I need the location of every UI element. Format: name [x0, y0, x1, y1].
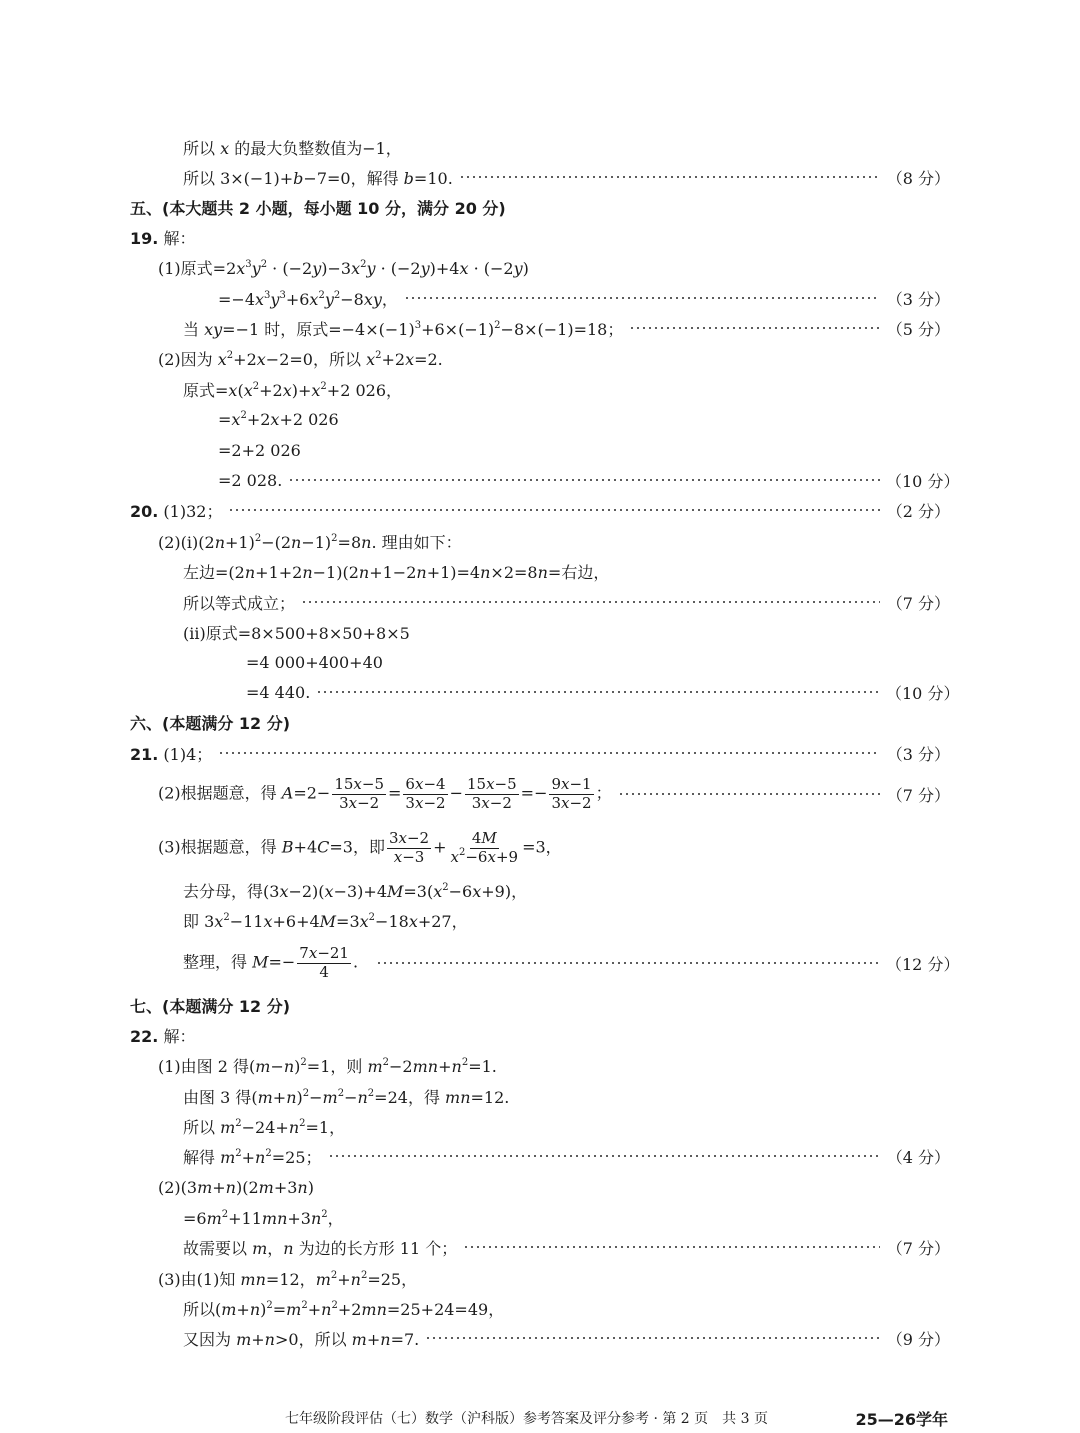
score: （2 分） — [886, 501, 950, 521]
leader-dots — [629, 326, 880, 330]
score: （7 分） — [886, 785, 950, 805]
fraction: $\frac{6x-4}{3x-2}$ — [405, 775, 446, 812]
line-19-2: $=-4x^3y^3+6x^2y^2-8xy$， （3 分） — [218, 283, 950, 313]
line-19-4: (2)因为 $x^2+2x-2=0$，所以 $x^2+2x=2$. — [158, 349, 443, 369]
line-22-10: 又因为 m+n>0，所以 m+n=7. （9 分） — [183, 1323, 950, 1353]
line-19-3: 当 xy=−1 时，原式$=-4\times(-1)^3+6\times(-1)^2-8\times(-1)=18$； （5 分） — [183, 313, 950, 343]
score: （7 分） — [886, 593, 950, 613]
line-20-7: =4 440. （10 分） — [246, 682, 960, 703]
solution-label: 解： — [163, 228, 196, 248]
question-22-head — [130, 1020, 950, 1050]
fraction: $\frac{15x-5}{3x-2}$ — [334, 775, 385, 812]
line-20-2: $(2)(i)(2n+1)^2-(2n-1)^2=8n$. 理由如下： — [158, 532, 462, 552]
line-19-6: $=x^2+2x+2$ 026 — [218, 409, 339, 429]
line-21-3: (3)根据题意，得 B+4C=3，即 $\frac{3x-2}{x-3}$ + $\frac{4M}{x^2-6x+9}$ =3， — [158, 829, 562, 866]
line-q18-a: 所以 x 的最大负整数值为−1， — [183, 138, 402, 158]
line-20-4: 所以等式成立； （7 分） — [183, 587, 950, 617]
line-21-5: 即 $3x^2-11x+6+4M=3x^2-18x+27$， — [183, 911, 468, 931]
leader-dots — [618, 792, 880, 796]
leader-dots — [404, 296, 880, 300]
line-21-6: 整理，得 M=− $\frac{7x-21}{4}$ . （12 分） — [183, 944, 960, 981]
leader-dots — [316, 690, 880, 694]
question-number: 19. — [130, 228, 159, 248]
leader-dots — [425, 1336, 880, 1340]
question-19-head — [130, 222, 950, 252]
line-21-1: 21. (1)4； （3 分） — [130, 738, 950, 768]
line-22-3: 所以 $m^2-24+n^2=1$， — [183, 1117, 346, 1137]
leader-dots — [288, 478, 880, 482]
question-number: 21. — [130, 744, 159, 764]
leader-dots — [376, 961, 880, 965]
line-22-6: $=6m^2+11mn+3n^2$， — [183, 1208, 344, 1228]
school-year: 25—26学年 — [855, 1409, 948, 1429]
leader-dots — [218, 751, 880, 755]
fraction: $\frac{4M}{x^2-6x+9}$ — [450, 829, 519, 866]
line-22-7: 故需要以 m，n 为边的长方形 11 个； （7 分） — [183, 1232, 950, 1262]
line-22-1: (1)由图 2 得$(m-n)^2=1$，则 $m^2-2mn+n^2=1$. — [158, 1056, 497, 1076]
leader-dots — [301, 600, 880, 604]
fraction: $\frac{15x-5}{3x-2}$ — [466, 775, 517, 812]
line-19-1: (1)原式$=2x^3y^2 \cdot (-2y)-3x^2y \cdot (-2y)+4x \cdot (-2y)$ — [158, 258, 529, 278]
line-22-5: (2)(3m+n)(2m+3n) — [158, 1177, 314, 1197]
line-22-2: 由图 3 得$(m+n)^2-m^2-n^2=24$，得 mn=12. — [183, 1087, 510, 1107]
line-21-2: (2)根据题意，得 A=2− $\frac{15x-5}{3x-2}$ = $\frac{6x-4}{3x-2}$ − $\frac{15x-5}{3x-2}$ =− $\frac{9x-1}{3x-2}$ ； （7 分） — [158, 775, 950, 812]
score: （4 分） — [886, 1147, 950, 1167]
line-19-5: 原式$=x(x^2+2x)+x^2+2$ 026， — [183, 380, 403, 400]
leader-dots — [459, 175, 880, 179]
section-7-heading: 七、(本题满分 12 分) — [130, 996, 291, 1016]
line-20-5: (ii)原式=8×500+8×50+8×5 — [183, 623, 410, 643]
leader-dots — [228, 508, 880, 512]
leader-dots — [463, 1245, 880, 1249]
fraction: $\frac{7x-21}{4}$ — [299, 944, 349, 981]
score: （10 分） — [886, 683, 960, 703]
line-22-9: 所以$(m+n)^2=m^2+n^2+2mn=25+24=49$， — [183, 1299, 505, 1319]
line-q18-b: 所以 3×(−1)+b−7=0，解得 b=10. （8 分） — [183, 162, 950, 192]
score: （5 分） — [886, 319, 950, 339]
line-20-3: 左边=(2n+1+2n−1)(2n+1−2n+1)=4n×2=8n=右边， — [183, 562, 610, 582]
score: （9 分） — [886, 1329, 950, 1349]
score: （3 分） — [886, 744, 950, 764]
score: （7 分） — [886, 1238, 950, 1258]
line-20-1: 20. (1)32； （2 分） — [130, 495, 950, 525]
fraction: $\frac{9x-1}{3x-2}$ — [551, 775, 592, 812]
fraction: $\frac{3x-2}{x-3}$ — [388, 829, 430, 866]
question-number: 22. — [130, 1026, 159, 1046]
section-6-heading: 六、(本题满分 12 分) — [130, 713, 291, 733]
line-19-7: =2+2 026 — [218, 440, 301, 460]
page-footer — [0, 1406, 1080, 1430]
score: （10 分） — [886, 471, 960, 491]
line-19-8: =2 028. （10 分） — [218, 470, 960, 491]
leader-dots — [328, 1154, 880, 1158]
score: （3 分） — [886, 289, 950, 309]
score: （8 分） — [886, 168, 950, 188]
line-20-6: =4 000+400+40 — [246, 652, 383, 672]
section-5-heading: 五、(本大题共 2 小题，每小题 10 分，满分 20 分) — [130, 198, 506, 218]
score: （12 分） — [886, 954, 960, 974]
line-22-8: (3)由(1)知 mn=12，$m^2+n^2=25$， — [158, 1269, 418, 1289]
solution-label: 解： — [163, 1026, 196, 1046]
line-22-4: 解得 $m^2+n^2=25$； （4 分） — [183, 1141, 950, 1171]
line-21-4: 去分母，得$(3x-2)(x-3)+4M=3(x^2-6x+9)$， — [183, 881, 528, 901]
footer-caption: 七年级阶段评估（七）数学（沪科版）参考答案及评分参考 · 第 2 页 共 3 页 — [285, 1411, 768, 1427]
question-number: 20. — [130, 501, 159, 521]
